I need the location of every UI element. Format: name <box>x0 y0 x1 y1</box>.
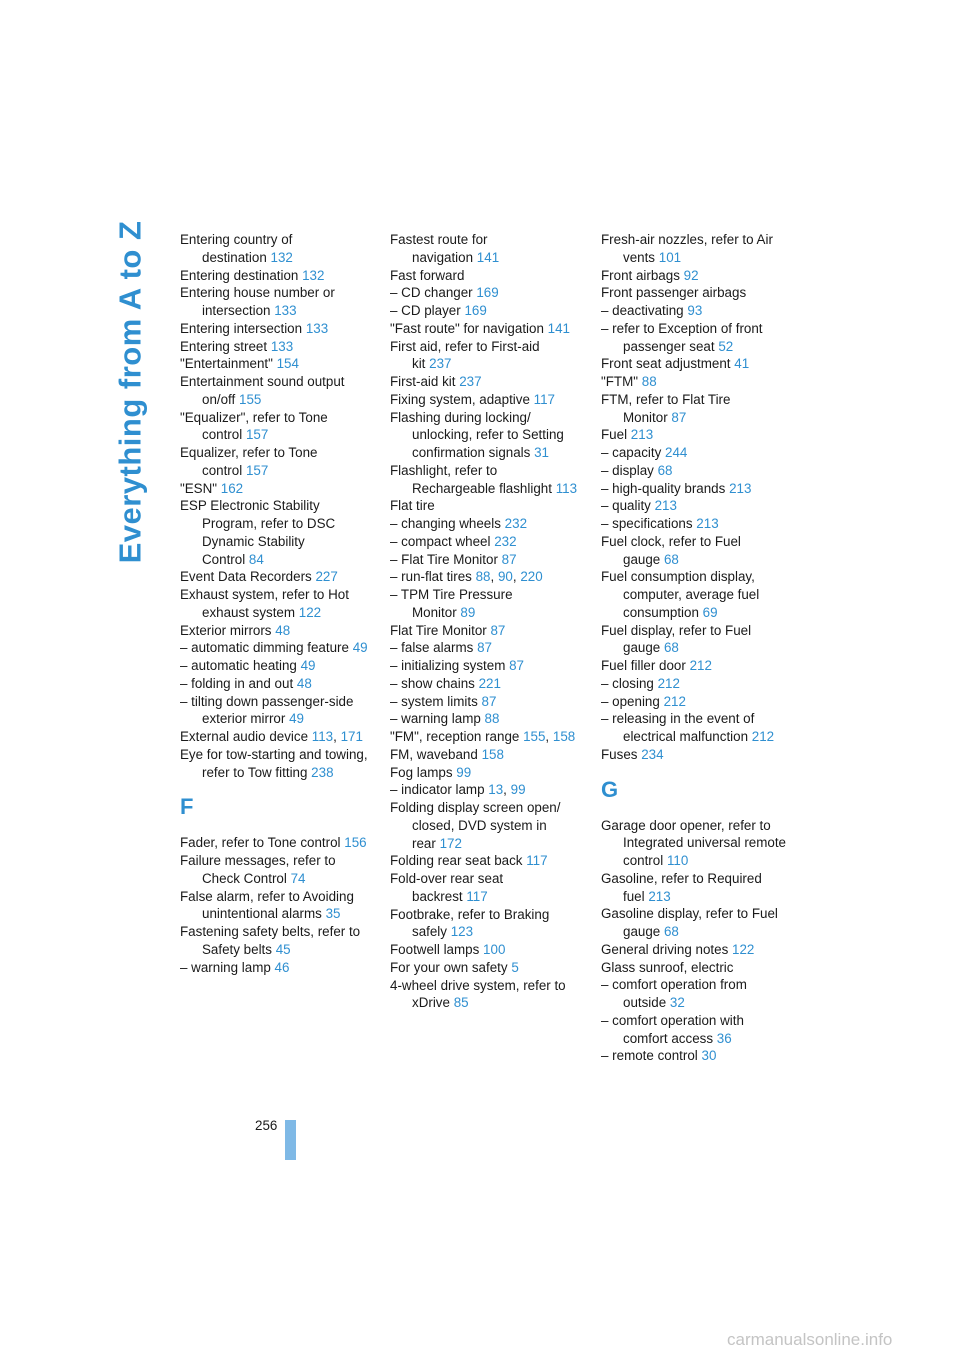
page-reference-link[interactable]: 132 <box>270 249 293 265</box>
index-entry-text: External audio device <box>180 729 309 744</box>
page-reference-link[interactable]: 88 <box>475 569 491 585</box>
page-reference-link[interactable]: 5 <box>511 959 519 975</box>
index-entry-text: Fixing system, adaptive <box>390 391 530 407</box>
index-entry <box>390 551 578 569</box>
index-entry-text: Entertainment sound output on/off <box>180 374 345 407</box>
index-entry-text: Fuel consumption display, computer, average fuel consumption <box>601 569 760 620</box>
index-entry-text: – display <box>601 462 654 478</box>
page-reference-link[interactable]: 244 <box>665 445 688 460</box>
page-reference-link[interactable]: 221 <box>478 675 501 691</box>
index-entry <box>390 284 578 302</box>
page-reference-link[interactable]: 238 <box>311 764 334 780</box>
page-reference-link[interactable]: 237 <box>459 374 482 389</box>
index-entry-text: – opening <box>601 693 660 709</box>
index-entry <box>390 622 578 640</box>
index-entry <box>180 355 368 373</box>
index-entry <box>601 675 789 693</box>
index-entry <box>180 497 368 568</box>
page-reference-link[interactable]: 133 <box>305 320 329 336</box>
page-reference-link[interactable]: 68 <box>657 462 673 478</box>
index-entry-text: Entering street <box>180 338 268 354</box>
index-entry <box>180 675 368 693</box>
index-entry <box>601 622 789 658</box>
page-reference-link[interactable]: 237 <box>429 356 452 372</box>
page-reference-link[interactable]: 213 <box>729 480 752 496</box>
page-ref-separator: , <box>490 569 498 585</box>
index-entry <box>390 781 578 799</box>
index-entry-text: – tilting down passenger-side exterior mirror <box>180 693 354 727</box>
page-reference-link[interactable]: 123 <box>450 924 474 940</box>
index-entry <box>601 905 789 941</box>
page-reference-link[interactable]: 227 <box>315 569 338 585</box>
index-entry <box>180 231 368 267</box>
page-reference-link[interactable]: 46 <box>274 959 290 975</box>
index-entry-text: – changing wheels <box>390 516 501 531</box>
index-entry-text: – TPM Tire Pressure Monitor <box>390 587 513 620</box>
footer-watermark: carmanualsonline.info <box>727 1330 893 1349</box>
index-entry <box>390 675 578 693</box>
page-reference-link[interactable]: 169 <box>476 285 499 301</box>
page-reference-link[interactable]: 87 <box>477 640 492 656</box>
index-entry <box>180 320 368 338</box>
index-entry <box>601 320 789 356</box>
index-entry <box>390 373 578 391</box>
index-entry-text: Entering destination <box>180 267 299 283</box>
page-reference-link[interactable]: 87 <box>509 658 524 673</box>
index-entry-text: For your own safety <box>390 959 508 975</box>
index-entry <box>390 391 578 409</box>
index-entry <box>180 852 368 888</box>
index-entry-text: Gasoline display, refer to Fuel gauge <box>601 906 778 939</box>
page-reference-link[interactable]: 117 <box>533 391 556 407</box>
index-entry-text: "Entertainment" <box>180 356 273 372</box>
index-entry <box>390 657 578 675</box>
index-entry-text: – closing <box>601 675 654 691</box>
index-entry <box>390 870 578 906</box>
index-entry-text: – high-quality brands <box>601 480 726 496</box>
index-entry-text: "Fast route" for navigation <box>390 320 544 336</box>
index-entry <box>601 497 789 515</box>
index-entry <box>390 515 578 533</box>
page-number: 256 <box>255 1118 278 1133</box>
index-entry-text: Fuel <box>601 427 628 443</box>
index-entry <box>390 693 578 711</box>
page-reference-link[interactable]: 101 <box>658 249 682 265</box>
index-entry-text: Fuel filler door <box>601 658 686 673</box>
index-entry-text: 4-wheel drive system, refer to xDrive <box>390 977 566 1011</box>
page-reference-link[interactable]: 87 <box>671 409 687 425</box>
page-reference-link[interactable]: 68 <box>663 640 679 656</box>
index-entry <box>180 586 368 622</box>
index-entry-text: Front passenger airbags <box>601 285 747 301</box>
index-entry <box>180 338 368 356</box>
index-entry <box>601 959 789 977</box>
page-reference-link[interactable]: 45 <box>275 941 291 957</box>
index-entry-text: First-aid kit <box>390 374 456 389</box>
page-reference-link[interactable]: 113 <box>555 480 578 496</box>
index-entry-text: – automatic dimming feature <box>180 640 349 656</box>
page-reference-link[interactable]: 141 <box>476 249 500 265</box>
page-reference-link[interactable]: 93 <box>687 303 703 318</box>
page-reference-link[interactable]: 99 <box>456 764 472 780</box>
index-entry <box>601 533 789 569</box>
index-entry-text: – remote control <box>601 1048 698 1064</box>
index-entry-text: – CD player <box>390 303 461 318</box>
page-reference-link[interactable]: 213 <box>696 516 719 531</box>
index-entry <box>180 480 368 498</box>
index-entry <box>601 746 789 764</box>
index-entry-text: Footwell lamps <box>390 942 480 957</box>
page-reference-link[interactable]: 122 <box>732 941 755 957</box>
page-ref-separator: , <box>333 729 341 744</box>
page-reference-link[interactable]: 89 <box>460 604 476 620</box>
page-reference-link[interactable]: 13 <box>488 782 504 798</box>
page-reference-link[interactable]: 68 <box>663 551 679 567</box>
index-entry <box>390 941 578 959</box>
index-entry-text: Fast forward <box>390 267 465 283</box>
index-entry-text: – capacity <box>601 445 662 460</box>
index-entry-text: Fold-over rear seat backrest <box>390 871 504 904</box>
page-reference-link[interactable]: 48 <box>275 622 291 638</box>
index-entry-text: Front airbags <box>601 267 680 283</box>
page-reference-link[interactable]: 169 <box>464 303 487 318</box>
index-entry-text: – comfort operation with comfort access <box>601 1012 744 1046</box>
page-reference-link[interactable]: 157 <box>245 462 269 478</box>
index-entry-text: Fastening safety belts, refer to Safety belts <box>180 924 361 957</box>
index-entry-text: Entering country of destination <box>180 232 293 265</box>
page-reference-link[interactable]: 99 <box>510 782 526 798</box>
page-reference-link[interactable]: 84 <box>248 551 264 567</box>
page-reference-link[interactable]: 141 <box>547 320 570 336</box>
index-entry-text: "ESN" <box>180 480 218 496</box>
page-reference-link[interactable]: 133 <box>274 303 297 318</box>
page-reference-link[interactable]: 154 <box>276 356 299 372</box>
page-reference-link[interactable]: 35 <box>325 906 341 922</box>
index-entry <box>180 746 368 782</box>
index-entry-text: – compact wheel <box>390 533 491 549</box>
index-entry-text: Garage door opener, refer to Integrated universal remote control <box>601 817 787 868</box>
index-entry <box>180 923 368 959</box>
index-entry-text: – initializing system <box>390 658 506 673</box>
index-entry-text: Fastest route for navigation <box>390 232 488 265</box>
index-entry <box>390 338 578 374</box>
page-reference-link[interactable]: 155 <box>523 729 546 744</box>
index-entry-text: – warning lamp <box>390 711 481 727</box>
index-entry <box>601 373 789 391</box>
page-reference-link[interactable]: 213 <box>648 888 671 904</box>
index-entry <box>390 267 578 285</box>
index-entry <box>390 320 578 338</box>
page-reference-link[interactable]: 87 <box>481 693 497 709</box>
index-entry-text: – indicator lamp <box>390 782 485 798</box>
index-entry <box>601 657 789 675</box>
page-ref-separator: , <box>545 729 553 744</box>
index-entry-text: – CD changer <box>390 285 473 301</box>
page-reference-link[interactable]: 88 <box>641 374 657 389</box>
index-entry-text: False alarm, refer to Avoiding unintentional alarms <box>180 888 354 922</box>
index-entry <box>180 693 368 729</box>
page-reference-link[interactable]: 49 <box>300 658 316 673</box>
page-reference-link[interactable]: 31 <box>534 445 549 460</box>
index-entry <box>601 515 789 533</box>
index-entry-text: General driving notes <box>601 941 729 957</box>
page-ref-separator: , <box>503 782 511 798</box>
index-entry <box>601 941 789 959</box>
index-entry-text: "FTM" <box>601 374 639 389</box>
index-entry <box>180 728 368 746</box>
page-reference-link[interactable]: 220 <box>520 569 543 585</box>
page-reference-link[interactable]: 212 <box>751 729 775 744</box>
index-entry-text: – show chains <box>390 675 475 691</box>
index-entry-text: – false alarms <box>390 640 474 656</box>
index-entry <box>601 231 789 267</box>
page-reference-link[interactable]: 30 <box>701 1048 717 1064</box>
index-entry <box>180 888 368 924</box>
page-reference-link[interactable]: 232 <box>494 533 517 549</box>
index-entry <box>601 693 789 711</box>
side-section-title-text: Everything from A to Z <box>112 220 148 564</box>
index-entry <box>390 728 578 746</box>
page-reference-link[interactable]: 232 <box>504 516 528 531</box>
index-entry <box>180 409 368 445</box>
index-entry-text: – system limits <box>390 693 478 709</box>
index-entry-text: ESP Electronic Stability Program, refer to DSC Dynamic Stability Control <box>180 498 336 567</box>
page-reference-link[interactable]: 171 <box>340 729 363 744</box>
index-entry-text: Fog lamps <box>390 764 453 780</box>
index-entry <box>601 444 789 462</box>
index-entry <box>390 533 578 551</box>
index-entry <box>601 817 789 870</box>
page-reference-link[interactable]: 100 <box>483 942 506 957</box>
index-entry <box>180 622 368 640</box>
index-entry <box>390 852 578 870</box>
index-entry <box>601 302 789 320</box>
index-entry <box>390 746 578 764</box>
index-entry <box>390 799 578 852</box>
index-entry <box>390 462 578 498</box>
index-entry <box>601 568 789 621</box>
index-entry <box>390 586 578 622</box>
index-entry-text: Flat Tire Monitor <box>390 622 487 638</box>
index-entry <box>180 568 368 586</box>
page-reference-link[interactable]: 52 <box>718 338 734 354</box>
index-entry-text: Flat tire <box>390 498 435 514</box>
side-section-title <box>108 220 152 564</box>
page-marker-bar <box>285 1120 296 1160</box>
index-entry-text: Footbrake, refer to Braking safely <box>390 906 550 940</box>
index-entry <box>390 906 578 942</box>
index-entry <box>601 870 789 906</box>
page-reference-link[interactable]: 212 <box>657 675 680 691</box>
page-reference-link[interactable]: 213 <box>630 427 654 443</box>
page-reference-link[interactable]: 117 <box>466 888 488 904</box>
index-entry <box>390 710 578 728</box>
index-entry-text: Exhaust system, refer to Hot exhaust system <box>180 587 349 620</box>
page-reference-link[interactable]: 87 <box>490 622 506 638</box>
index-entry-text: – refer to Exception of front passenger seat <box>601 320 763 354</box>
page-reference-link[interactable]: 90 <box>497 569 513 585</box>
index-entry-text: Fuses <box>601 746 638 762</box>
index-entry-text: – folding in and out <box>180 675 294 691</box>
page-reference-link[interactable]: 69 <box>702 604 718 620</box>
page-reference-link[interactable]: 157 <box>245 427 269 443</box>
index-entry <box>180 444 368 480</box>
page-reference-link[interactable]: 133 <box>270 338 294 354</box>
index-entry-text: Equalizer, refer to Tone control <box>180 445 318 478</box>
index-entry <box>601 976 789 1012</box>
index-entry-text: Glass sunroof, electric <box>601 959 734 975</box>
index-entry-text: Fader, refer to Tone control <box>180 835 341 851</box>
page-reference-link[interactable]: 85 <box>453 995 469 1011</box>
page-reference-link[interactable]: 212 <box>663 693 686 709</box>
page-reference-link[interactable]: 172 <box>439 835 462 851</box>
index-entry-text: Entering house number or intersection <box>180 285 335 318</box>
index-entry-text: – specifications <box>601 516 693 531</box>
index-entry-text: – deactivating <box>601 303 684 318</box>
index-entry-text: First aid, refer to First-aid kit <box>390 338 540 372</box>
index-entry <box>390 568 578 586</box>
page-reference-link[interactable]: 234 <box>641 746 664 762</box>
index-entry-text: – warning lamp <box>180 959 271 975</box>
index-entry <box>180 373 368 409</box>
index-entry <box>390 977 578 1013</box>
page-reference-link[interactable]: 117 <box>526 853 548 869</box>
page-reference-link[interactable]: 41 <box>734 356 750 372</box>
index-entry-text: Entering intersection <box>180 320 303 336</box>
page-reference-link[interactable]: 156 <box>344 835 367 851</box>
index-column-3 <box>601 231 789 1065</box>
index-entry-text: "Equalizer", refer to Tone control <box>180 409 328 443</box>
index-entry <box>180 834 368 852</box>
index-entry-text: Eye for tow-starting and towing, refer to Tow fitting <box>180 746 368 780</box>
page-reference-link[interactable]: 110 <box>666 853 689 868</box>
index-entry <box>180 657 368 675</box>
page-reference-link[interactable]: 162 <box>220 480 244 496</box>
index-entry-text: Fresh-air nozzles, refer to Air vents <box>601 232 773 265</box>
index-entry-text: Folding display screen open/ closed, DVD system in rear <box>390 800 561 851</box>
index-entry <box>180 959 368 977</box>
page-reference-link[interactable]: 212 <box>689 658 712 673</box>
index-entry <box>601 267 789 285</box>
index-entry <box>601 1012 789 1048</box>
page-reference-link[interactable]: 68 <box>663 924 679 939</box>
index-entry <box>390 231 578 267</box>
page-reference-link[interactable]: 158 <box>481 746 504 762</box>
page-reference-link[interactable]: 132 <box>302 267 325 283</box>
page-reference-link[interactable]: 87 <box>501 551 517 567</box>
index-entry <box>390 302 578 320</box>
index-entry-text: Folding rear seat back <box>390 853 523 869</box>
index-column-2 <box>390 231 578 1012</box>
index-entry <box>390 764 578 782</box>
index-entry-text: Flashlight, refer to Rechargeable flashlight <box>390 462 552 496</box>
index-entry-text: Exterior mirrors <box>180 622 272 638</box>
page-reference-link[interactable]: 158 <box>552 729 576 744</box>
page-reference-link[interactable]: 36 <box>716 1030 732 1046</box>
page-reference-link[interactable]: 113 <box>311 729 334 744</box>
index-entry <box>390 497 578 515</box>
page-reference-link[interactable]: 122 <box>298 604 322 620</box>
index-entry-text: Front seat adjustment <box>601 356 731 372</box>
index-entry-text: – Flat Tire Monitor <box>390 551 498 567</box>
page-reference-link[interactable]: 32 <box>669 995 685 1010</box>
section-letter-heading: G <box>601 776 619 802</box>
index-entry <box>180 284 368 320</box>
index-entry-text: – automatic heating <box>180 658 297 673</box>
page-reference-link[interactable]: 88 <box>484 711 500 727</box>
index-entry <box>390 409 578 462</box>
index-entry-text: Failure messages, refer to Check Control <box>180 853 336 886</box>
index-entry-text: Fuel display, refer to Fuel gauge <box>601 622 752 656</box>
index-entry <box>601 480 789 498</box>
page-reference-link[interactable]: 92 <box>683 267 699 283</box>
section-letter-heading: F <box>180 794 194 820</box>
page-reference-link[interactable]: 49 <box>289 711 304 727</box>
index-entry <box>390 639 578 657</box>
index-entry-text: FM, waveband <box>390 746 478 762</box>
index-entry <box>180 639 368 657</box>
index-entry-text: "FM", reception range <box>390 729 520 744</box>
index-entry-text: – releasing in the event of electrical malfunction <box>601 711 755 744</box>
index-entry <box>180 267 368 285</box>
index-entry <box>601 710 789 746</box>
page-reference-link[interactable]: 155 <box>239 391 262 407</box>
index-entry <box>601 426 789 444</box>
page-reference-link[interactable]: 74 <box>290 870 306 886</box>
index-entry-text: FTM, refer to Flat Tire Monitor <box>601 391 731 425</box>
index-column-1 <box>180 231 368 976</box>
index-entry <box>390 959 578 977</box>
index-entry-text: Event Data Recorders <box>180 569 312 585</box>
page-ref-separator: , <box>512 569 521 585</box>
index-entry-text: – quality <box>601 498 651 514</box>
index-entry <box>601 1047 789 1065</box>
index-entry <box>601 462 789 480</box>
page-reference-link[interactable]: 213 <box>654 498 677 514</box>
page-reference-link[interactable]: 49 <box>352 640 368 656</box>
index-entry <box>601 284 789 302</box>
index-entry <box>601 391 789 427</box>
index-entry-text: – comfort operation from outside <box>601 977 747 1010</box>
index-entry-text: Fuel clock, refer to Fuel gauge <box>601 533 741 567</box>
index-entry-text: Flashing during locking/ unlocking, refer to Setting confirmation signals <box>390 409 564 460</box>
page-reference-link[interactable]: 48 <box>296 675 312 691</box>
index-entry-text: – run-flat tires <box>390 569 472 585</box>
index-entry <box>601 355 789 373</box>
index-entry-text: Gasoline, refer to Required fuel <box>601 870 762 904</box>
